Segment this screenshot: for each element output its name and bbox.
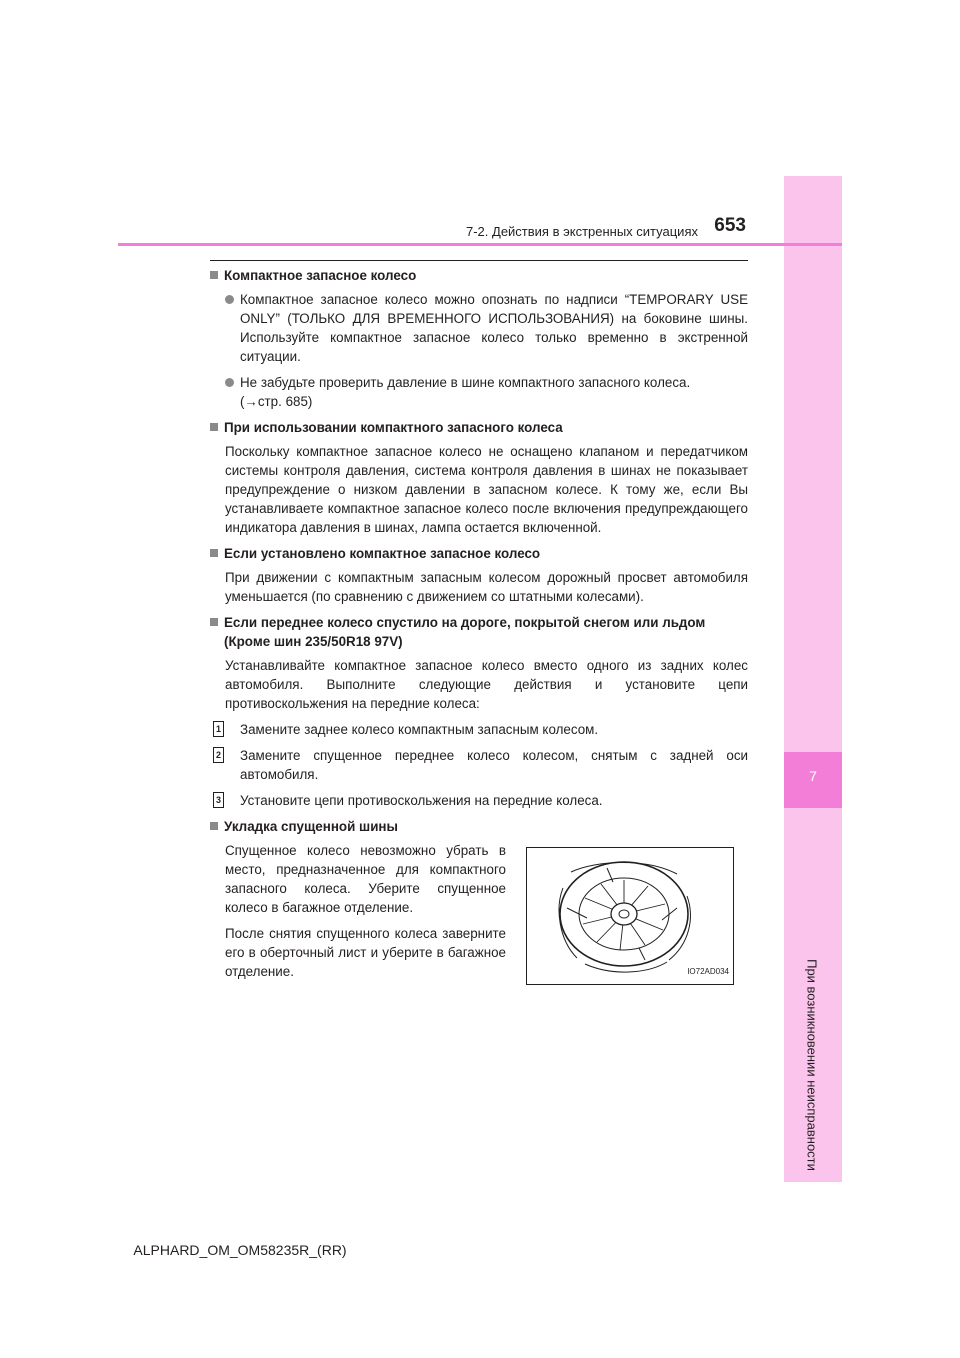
heading-line: (Кроме шин 235/50R18 97V) (224, 634, 403, 649)
paragraph: Спущенное колесо невозможно убрать в место, предназначенное для компактного запасного колеса. Уберите спущенное колесо в багажное отделение. (225, 843, 506, 915)
step-item (210, 720, 748, 739)
paragraph: При движении с компактным запасным колесом дорожный просвет автомобиля уменьшается (по сравнению с движением со штатными колесами). (225, 570, 748, 604)
step-item (210, 791, 748, 810)
section-heading-compact-spare: Компактное запасное колесо (210, 266, 748, 285)
bullet-text: Компактное запасное колесо можно опознать по надписи “TEMPORARY USE ONLY” (ТОЛЬКО ДЛЯ ВРЕМЕННОГО ИСПОЛЬЗОВАНИЯ) на боковине шины. Используйте компактное запасное колесо только временно в экстренной ситуации. (240, 292, 748, 364)
wrapped-tire-illustration (526, 847, 734, 985)
heading-line: Если переднее колесо спустило на дороге, покрытой снегом или льдом (224, 615, 706, 630)
step-number: 1 (213, 721, 224, 737)
step-number: 3 (213, 792, 224, 808)
section-heading-using-compact: При использовании компактного запасного колеса (210, 418, 748, 437)
step-text: Замените заднее колесо компактным запасным колесом. (240, 722, 599, 737)
header-section-title: 7-2. Действия в экстренных ситуациях (466, 224, 698, 239)
stowing-section (210, 841, 748, 991)
paragraph: После снятия спущенного колеса заверните его в оберточный лист и уберите в багажное отделение. (225, 926, 506, 979)
bullet-dot-icon (225, 378, 234, 387)
bullet-dot-icon (225, 295, 234, 304)
section-heading-front-flat-snow (210, 613, 748, 651)
chapter-number: 7 (809, 768, 817, 784)
figure-code: IO72AD034 (687, 967, 729, 976)
content-top-rule (210, 260, 748, 261)
step-number: 2 (213, 747, 224, 763)
bullet-item (210, 373, 748, 411)
stowing-text (225, 841, 506, 988)
page-number: 653 (714, 215, 746, 236)
paragraph: Устанавливайте компактное запасное колесо вместо одного из задних колес автомобиля. Выполните следующие действия и установите цепи противоскольжения на передние колеса: (225, 658, 748, 711)
section-heading-installed-compact: Если установлено компактное запасное колесо (210, 544, 748, 563)
header-rule (118, 243, 842, 246)
page-reference: (→стр. 685) (240, 394, 313, 409)
step-text: Замените спущенное переднее колесо колесом, снятым с задней оси автомобиля. (240, 748, 748, 782)
page-content (210, 266, 748, 991)
bullet-item (210, 290, 748, 366)
paragraph: Поскольку компактное запасное колесо не оснащено клапаном и передатчиком системы контроля давления, система контроля давления в шинах не показывает предупреждение о низком давлении в запасном колесе. К тому же, если Вы устанавливаете компактное запасное колесо после включения предупреждающего индикатора давления в шинах, лампа остается включенной. (225, 444, 748, 535)
chapter-title: При возникновении неисправности (804, 959, 820, 1171)
bullet-text: Не забудьте проверить давление в шине компактного запасного колеса. (240, 375, 691, 390)
section-heading-stowing-flat: Укладка спущенной шины (210, 817, 748, 836)
step-item (210, 746, 748, 784)
document-code: ALPHARD_OM_OM58235R_(RR) (133, 1242, 347, 1258)
step-text: Установите цепи противоскольжения на передние колеса. (240, 793, 603, 808)
